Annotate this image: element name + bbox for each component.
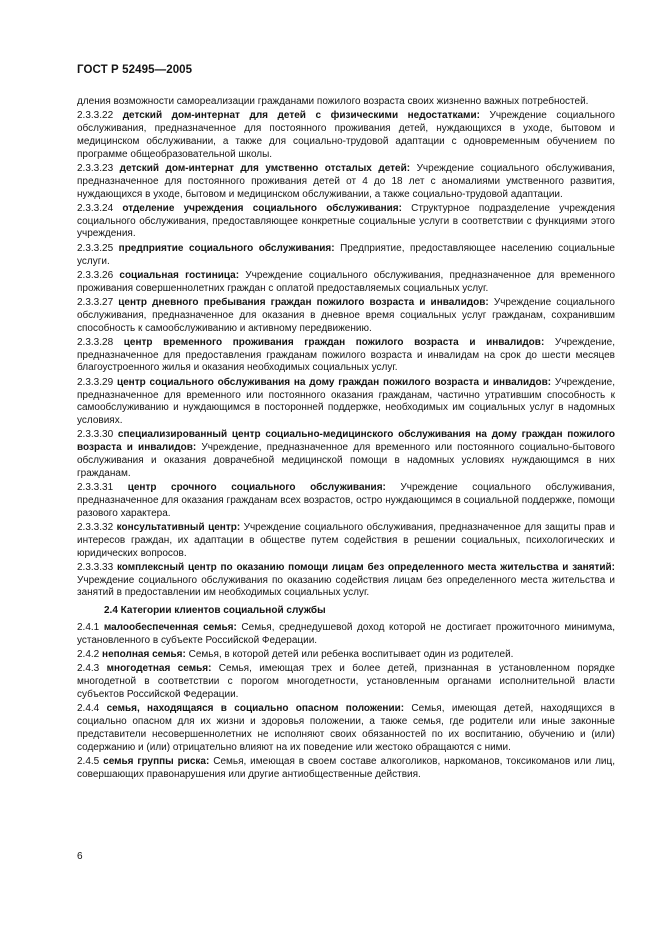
definition-paragraph xyxy=(77,429,615,480)
definitions-2-3-3 xyxy=(77,96,615,600)
definition-paragraph xyxy=(77,622,615,648)
definition-text: Учреждение социального обслуживания, предназначенное для временного проживания совершеннолетних граждан с оплатой предоставляемых социальных услуг. xyxy=(77,269,615,294)
clause-number: 2.4.4 xyxy=(77,703,107,715)
clause-number: 2.3.3.25 xyxy=(77,242,119,254)
definition-text: Семья, имеющая трех и более детей, признанная в установленном порядке многодетной в соответствии с порогом многодетности, установленным органами исполнительной власти субъектов Российской Федерации. xyxy=(77,663,615,701)
definition-text: Семья, в которой детей или ребенка воспитывает один из родителей. xyxy=(185,649,514,661)
clause-number: 2.3.3.22 xyxy=(77,110,123,122)
defined-term: центр дневного пребывания граждан пожилого возраста и инвалидов: xyxy=(118,296,489,308)
definition-text: Учреждение социального обслуживания по оказанию содействия лицам без определенного места жительства и занятий в предоставлении им необходимых социальных услуг. xyxy=(77,574,615,599)
definition-text: Учреждение, предназначенное для временного или постоянного оказания гражданам, частично утратившим способность к самообслуживанию и нуждающимся в посторонней поддержке, необходимых им социальных услуг в надомных условиях. xyxy=(77,376,616,427)
page-number: 6 xyxy=(77,851,83,862)
defined-term: неполная семья: xyxy=(102,649,186,661)
clause-number: 2.4.1 xyxy=(77,622,104,634)
defined-term: центр срочного социального обслуживания: xyxy=(127,482,386,494)
definition-text: Учреждение, предназначенное для временного или постоянного социально-бытового обслуживания и оказания доврачебной медицинской помощи в надомных условиях нуждающимся в них гражданам. xyxy=(77,442,615,479)
clause-number: 2.3.3.24 xyxy=(77,202,123,214)
clause-number: 2.3.3.23 xyxy=(77,162,120,174)
definition-text: Структурное подразделение учреждения социального обслуживания, предоставляющее конкретные социальные услуги в соответствии с функциями этого учреждения. xyxy=(77,202,615,240)
clause-number: 2.3.3.26 xyxy=(77,269,120,281)
definition-paragraph xyxy=(77,297,615,335)
definition-paragraph xyxy=(77,522,615,560)
defined-term: малообеспеченная семья: xyxy=(103,622,237,634)
definition-text: Учреждение социального обслуживания, предназначенное для оказания в дневное время социальных услуг гражданам, сохранившим способность к самообслуживанию и активному передвижению. xyxy=(77,296,615,334)
clause-number: 2.3.3.31 xyxy=(77,482,128,494)
definition-paragraph xyxy=(77,756,615,782)
definition-text: Семья, имеющая детей, находящихся в социально опасном для их жизни и здоровья положении, а также семья, где родители или иные законные представители несовершеннолетних не исполняют своих обязанностей по их воспитанию, обучению и (или) содержанию и (или) отрицательно влияют на их поведение или жестоко обращаются с ними. xyxy=(77,703,615,753)
defined-term: специализированный центр социально-медицинского обслуживания на дому граждан пожилого возраста и инвалидов: xyxy=(77,429,615,454)
defined-term: предприятие социального обслуживания: xyxy=(118,242,335,254)
definition-text: дления возможности самореализации гражданами пожилого возраста своих жизненно важных потребностей. xyxy=(77,96,589,107)
definition-text: Семья, имеющая в своем составе алкоголиков, наркоманов, токсикоманов или лиц, совершающих правонарушения или другие антиобщественные действия. xyxy=(77,756,616,780)
clause-number: 2.3.3.29 xyxy=(77,376,117,388)
definition-text: Учреждение социального обслуживания, предназначенное для оказания гражданам всех возрастов, остро нуждающимся в социальной поддержке, помощи разового характера. xyxy=(77,482,615,519)
definition-paragraph xyxy=(77,96,615,109)
definition-paragraph xyxy=(77,663,615,701)
defined-term: детский дом-интернат для детей с физическими недостатками: xyxy=(122,110,480,122)
defined-term: комплексный центр по оказанию помощи лицам без определенного места жительства и занятий: xyxy=(116,561,615,573)
document-body xyxy=(77,96,615,783)
defined-term: отделение учреждения социального обслуживания: xyxy=(122,202,402,214)
clause-number: 2.3.3.30 xyxy=(77,429,118,441)
definition-paragraph xyxy=(77,703,615,754)
defined-term: семья, находящаяся в социально опасном положении: xyxy=(106,703,405,715)
definition-paragraph xyxy=(77,337,615,375)
section-heading: 2.4 Категории клиентов социальной службы xyxy=(104,605,326,617)
definition-paragraph xyxy=(77,377,615,428)
definitions-2-4 xyxy=(77,622,615,782)
clause-number: 2.3.3.27 xyxy=(77,296,119,308)
defined-term: центр временного проживания граждан пожилого возраста и инвалидов: xyxy=(123,336,545,348)
definition-paragraph xyxy=(77,482,615,520)
defined-term: семья группы риска: xyxy=(103,756,210,768)
defined-term: социальная гостиница: xyxy=(119,269,240,281)
definition-paragraph xyxy=(77,203,615,241)
definition-text: Учреждение социального обслуживания, предназначенное для постоянного проживания детей, нуждающихся в уходе, бытовом и медицинском обслуживании, а также для социально-трудовой адаптации с одновременным обучением по программе общеобразовательной школы. xyxy=(77,110,615,160)
definition-paragraph xyxy=(77,163,615,201)
defined-term: консультативный центр: xyxy=(116,522,241,533)
definition-paragraph xyxy=(77,110,615,161)
clause-number: 2.3.3.28 xyxy=(77,336,124,348)
clause-number: 2.3.3.33 xyxy=(77,561,117,573)
defined-term: многодетная семья: xyxy=(106,663,212,675)
definition-paragraph xyxy=(77,649,615,662)
clause-number: 2.4.5 xyxy=(77,756,104,768)
definition-paragraph xyxy=(77,243,615,269)
definition-text: Семья, среднедушевой доход которой не достигает прожиточного минимума, установленного в субъекте Российской Федерации. xyxy=(77,622,615,646)
definition-text: Учреждение, предназначенное для предоставления гражданам пожилого возраста и инвалидам на срок до шести месяцев благоустроенного жилья и оказания необходимых социальных услуг. xyxy=(77,336,615,374)
clause-number: 2.4.2 xyxy=(77,649,103,661)
defined-term: детский дом-интернат для умственно отсталых детей: xyxy=(119,162,411,174)
clause-number: 2.4.3 xyxy=(77,663,107,675)
definition-text: Учреждение социального обслуживания, предназначенное для постоянного проживания детей от 4 до 18 лет с аномалиями умственного развития, нуждающихся в уходе, бытовом и медицинском обслуживании, а также социально-трудовой адаптации. xyxy=(77,162,616,200)
definition-text: Учреждение социального обслуживания, предназначенное для защиты прав и интересов граждан, их адаптации в обществе путем содействия в решении социальных, психологических и юридических вопросов. xyxy=(77,522,616,559)
page-header: ГОСТ Р 52495—2005 xyxy=(77,64,193,76)
clause-number: 2.3.3.32 xyxy=(77,522,117,533)
definition-paragraph xyxy=(77,562,615,600)
definition-paragraph xyxy=(77,270,615,296)
definition-text: Предприятие, предоставляющее населению социальные услуги. xyxy=(77,242,615,267)
defined-term: центр социального обслуживания на дому граждан пожилого возраста и инвалидов: xyxy=(116,376,552,388)
